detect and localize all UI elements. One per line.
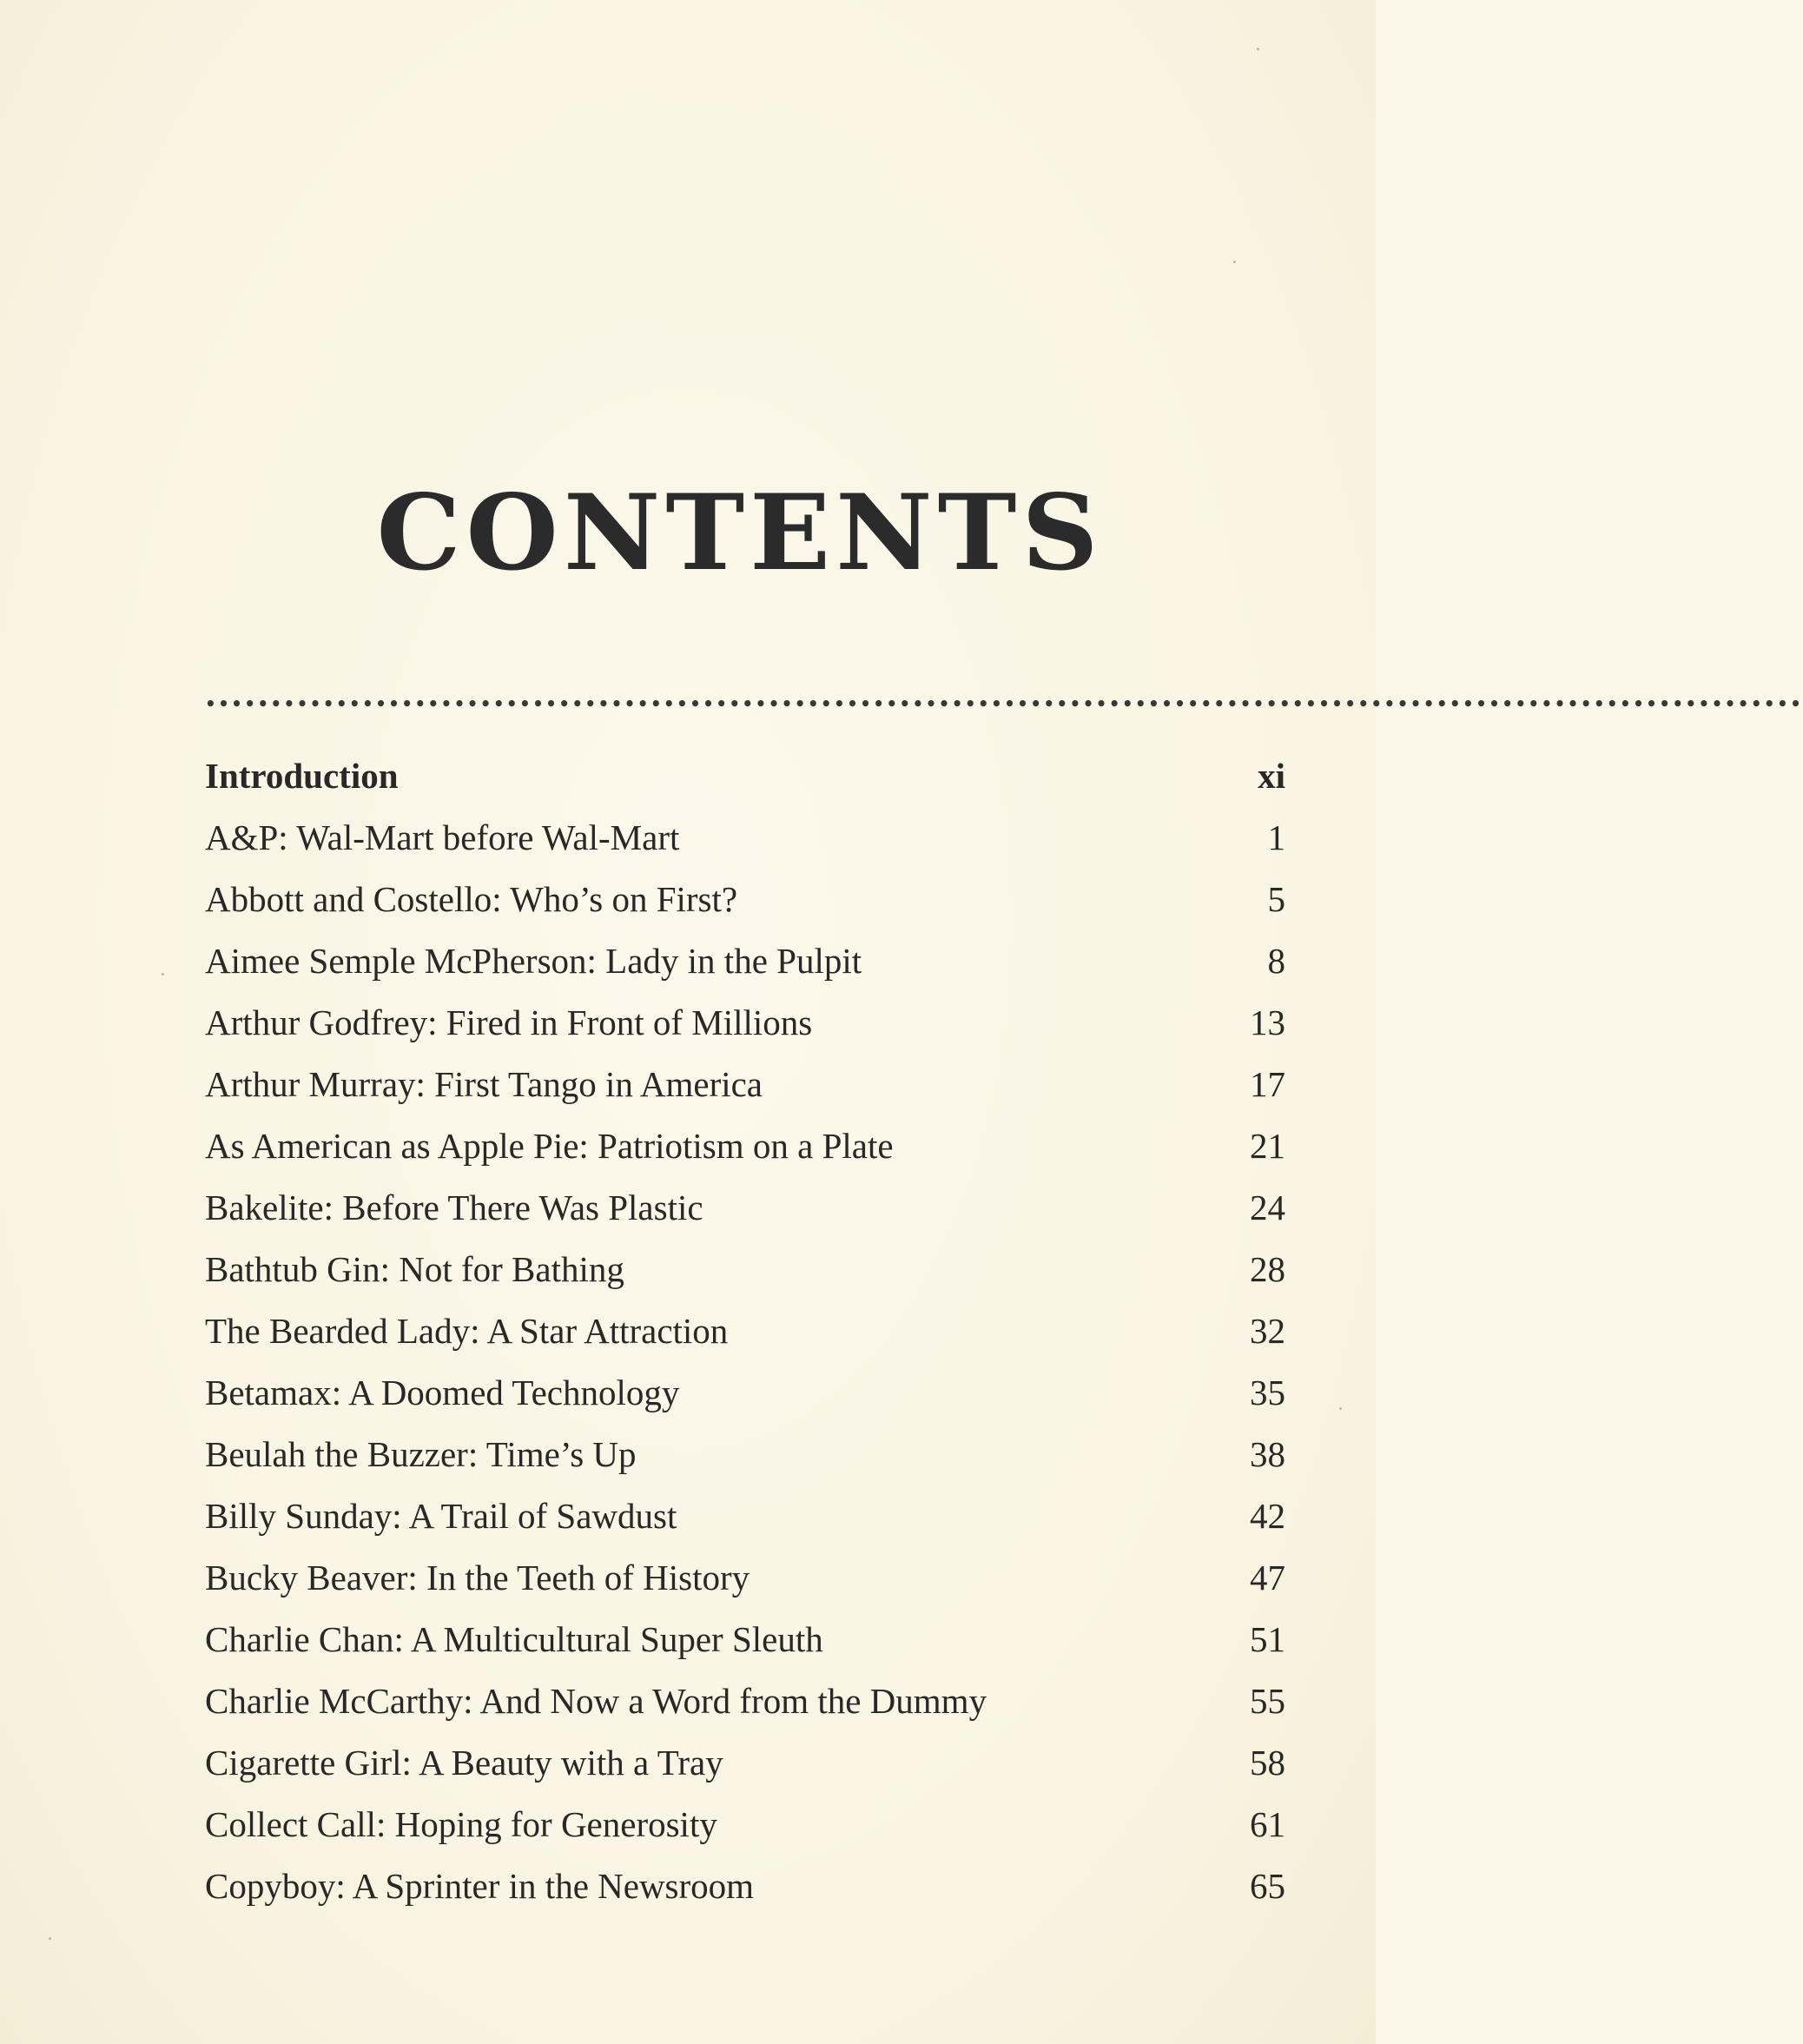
toc-entry bbox=[205, 1547, 1285, 1609]
toc-entry-page: 8 bbox=[1267, 941, 1285, 981]
toc-entry-title: Collect Call: Hoping for Generosity bbox=[205, 1804, 717, 1844]
toc-entry-title: Billy Sunday: A Trail of Sawdust bbox=[205, 1496, 677, 1536]
toc-entry bbox=[205, 1670, 1285, 1732]
toc-entry-page: 42 bbox=[1250, 1496, 1285, 1536]
toc-entry-title: Beulah the Buzzer: Time’s Up bbox=[205, 1434, 637, 1474]
toc-entry-title: Bakelite: Before There Was Plastic bbox=[205, 1187, 703, 1227]
toc-entry bbox=[205, 807, 1285, 869]
toc-entry bbox=[205, 1177, 1285, 1239]
toc-entry bbox=[205, 1732, 1285, 1794]
toc-entry-title: Introduction bbox=[205, 756, 399, 796]
toc-entry bbox=[205, 930, 1285, 992]
toc-entry-page: 21 bbox=[1250, 1126, 1285, 1166]
toc-entry-page: 32 bbox=[1250, 1311, 1285, 1351]
toc-entry-page: 1 bbox=[1267, 817, 1285, 857]
toc-entry bbox=[205, 1855, 1285, 1917]
page-title: CONTENTS bbox=[376, 471, 1104, 594]
paper-speck bbox=[1233, 261, 1236, 263]
toc-entry bbox=[205, 1485, 1285, 1547]
toc-entry-title: Charlie McCarthy: And Now a Word from the Dummy bbox=[205, 1681, 987, 1721]
toc-entry-title: Charlie Chan: A Multicultural Super Sleuth bbox=[205, 1619, 823, 1659]
toc-entry bbox=[205, 745, 1285, 807]
toc-entry-page: 47 bbox=[1250, 1558, 1285, 1597]
toc-entry bbox=[205, 992, 1285, 1054]
paper-speck bbox=[1339, 1407, 1342, 1410]
toc-entry-page: 17 bbox=[1250, 1064, 1285, 1104]
toc-entry-page: 35 bbox=[1250, 1373, 1285, 1412]
toc-entry-title: A&P: Wal-Mart before Wal-Mart bbox=[205, 817, 680, 857]
toc-entry-title: Abbott and Costello: Who’s on First? bbox=[205, 879, 738, 919]
toc-entry-title: Aimee Semple McPherson: Lady in the Pulpit bbox=[205, 941, 862, 981]
toc-entry-title: Cigarette Girl: A Beauty with a Tray bbox=[205, 1743, 723, 1783]
toc-entry-title: Bucky Beaver: In the Teeth of History bbox=[205, 1558, 750, 1597]
paper-speck bbox=[49, 1937, 51, 1940]
toc-entry-page: 38 bbox=[1250, 1434, 1285, 1474]
toc-entry bbox=[205, 1362, 1285, 1424]
toc-entry-page: 13 bbox=[1250, 1002, 1285, 1042]
toc-entry bbox=[205, 1239, 1285, 1300]
toc-entry-title: Arthur Murray: First Tango in America bbox=[205, 1064, 763, 1104]
toc-entry-title: Betamax: A Doomed Technology bbox=[205, 1373, 680, 1412]
toc-entry-page: 24 bbox=[1250, 1187, 1285, 1227]
toc-entry-page: 65 bbox=[1250, 1866, 1285, 1906]
toc-entry bbox=[205, 1300, 1285, 1362]
toc-entry-page: 61 bbox=[1250, 1804, 1285, 1844]
toc-entry bbox=[205, 1054, 1285, 1115]
paper-speck bbox=[162, 973, 164, 976]
toc-entry-title: As American as Apple Pie: Patriotism on a Plate bbox=[205, 1126, 894, 1166]
dotted-divider: •••••••••••••••••••••••••••••••••••••••••••••••••••••••••••••••••••••••••••••••••••••••••••••••••••••••••••••••••••••••••• bbox=[205, 693, 1803, 714]
toc-entry-title: The Bearded Lady: A Star Attraction bbox=[205, 1311, 729, 1351]
toc-entry bbox=[205, 1115, 1285, 1177]
toc-entry bbox=[205, 1424, 1285, 1485]
toc-entry bbox=[205, 1794, 1285, 1855]
toc-entry-page: 55 bbox=[1250, 1681, 1285, 1721]
toc-entry bbox=[205, 1609, 1285, 1670]
toc-entry-page: 5 bbox=[1267, 879, 1285, 919]
toc-entry bbox=[205, 869, 1285, 930]
toc-entry-page: xi bbox=[1258, 756, 1285, 796]
toc-entry-title: Copyboy: A Sprinter in the Newsroom bbox=[205, 1866, 755, 1906]
toc-entry-page: 28 bbox=[1250, 1249, 1285, 1289]
toc-entry-title: Arthur Godfrey: Fired in Front of Millions bbox=[205, 1002, 813, 1042]
toc-entry-page: 51 bbox=[1250, 1619, 1285, 1659]
toc-entry-page: 58 bbox=[1250, 1743, 1285, 1783]
table-of-contents bbox=[205, 745, 1285, 1917]
paper-speck bbox=[1257, 48, 1259, 50]
toc-entry-title: Bathtub Gin: Not for Bathing bbox=[205, 1249, 624, 1289]
